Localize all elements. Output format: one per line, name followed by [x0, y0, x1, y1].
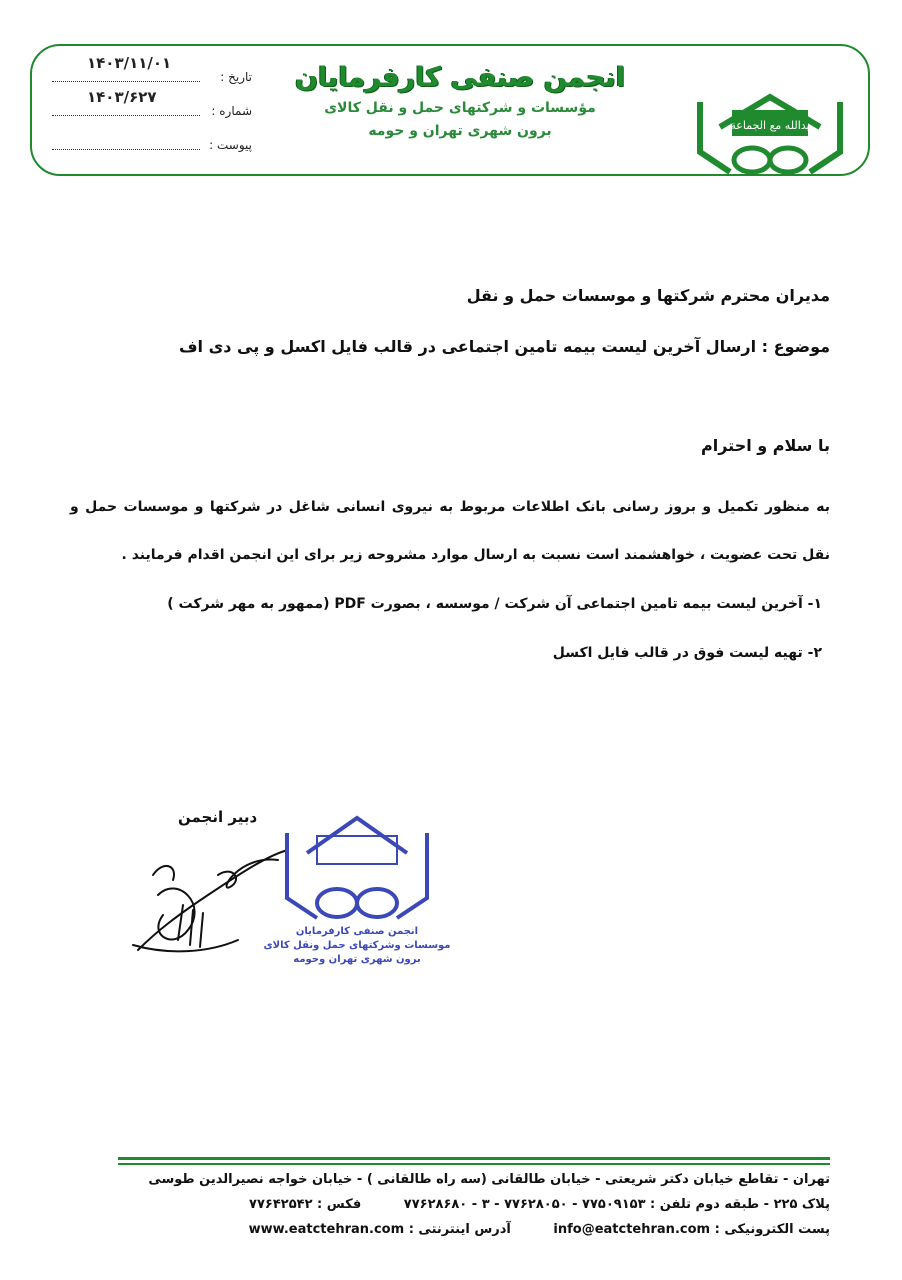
number-row	[52, 88, 252, 126]
date-row	[52, 54, 252, 92]
number-value: ۱۴۰۳/۶۲۷	[87, 88, 157, 106]
stamp-line-3: برون شهری تهران وحومه	[293, 954, 421, 965]
date-label: تاریخ :	[220, 70, 252, 84]
stamp-line-2: موسسات وشرکتهای حمل ونقل کالای	[263, 940, 451, 951]
signatory-title: دبیر انجمن	[178, 808, 258, 826]
organization-subtitle-1: مؤسسات و شرکتهای حمل و نقل کالای	[324, 100, 596, 116]
attachment-row	[52, 126, 252, 160]
footer-contact	[249, 1197, 830, 1212]
request-item-1: ۱- آخرین لیست بیمه تامین اجتماعی آن شرکت / موسسه ، بصورت PDF (ممهور به مهر شرکت )	[167, 596, 822, 612]
number-label: شماره :	[211, 104, 252, 118]
footer-address: تهران - تقاطع خیابان دکتر شریعتی - خیابان طالقانی (سه راه طالقانی ) - خیابان خواجه نصیرالدین طوسی	[148, 1172, 830, 1187]
date-value: ۱۴۰۳/۱۱/۰۱	[87, 54, 172, 72]
website-link[interactable]: www.eatctehran.com	[248, 1222, 405, 1237]
organization-name: انجمن صنفی کارفرمایان	[295, 62, 625, 93]
organization-subtitle-2: برون شهری تهران و حومه	[368, 123, 552, 139]
organization-block	[290, 62, 630, 139]
logo-calligraphy: یدالله مع الجماعة	[730, 119, 810, 132]
subject-line: موضوع : ارسال آخرین لیست بیمه تامین اجتماعی در قالب فایل اکسل و پی دی اف	[178, 337, 830, 356]
attachment-label: پیوست :	[209, 138, 252, 152]
footer-divider-thin	[118, 1163, 830, 1165]
email-link[interactable]: info@eatctehran.com	[553, 1222, 711, 1237]
stamp-line-1: انجمن صنفی کارفرمایان	[295, 926, 419, 937]
website-label: آدرس اینترنتی :	[408, 1222, 511, 1237]
body-paragraph: به منظور تکمیل و بروز رسانی بانک اطلاعات مربوط به نیروی انسانی شاغل در شرکتها و موسسات حمل و نقل تحت عضویت ، خواهشمند است نسبت به ارسال موارد مشروحه زیر برای این انجمن اقدام فرمایند .	[70, 499, 830, 563]
footer-phones: پلاک ۲۲۵ - طبقه دوم تلفن : ۷۷۵۰۹۱۵۳ - ۷۷۶۲۸۰۵۰ - ۳ - ۷۷۶۲۸۶۸۰	[403, 1197, 830, 1212]
organization-logo-icon	[690, 92, 850, 182]
stamp-caption	[262, 925, 452, 967]
request-item-2: ۲- تهیه لیست فوق در قالب فایل اکسل	[552, 645, 822, 661]
greeting: با سلام و احترام	[701, 436, 830, 455]
addressee: مدیران محترم شرکتها و موسسات حمل و نقل	[466, 286, 830, 305]
footer-fax: فکس : ۷۷۶۴۲۵۴۲	[249, 1197, 362, 1212]
footer-online	[249, 1222, 830, 1237]
letter-meta	[52, 54, 252, 160]
email-label: پست الکترونیکی :	[714, 1222, 830, 1237]
footer-divider	[118, 1157, 830, 1160]
